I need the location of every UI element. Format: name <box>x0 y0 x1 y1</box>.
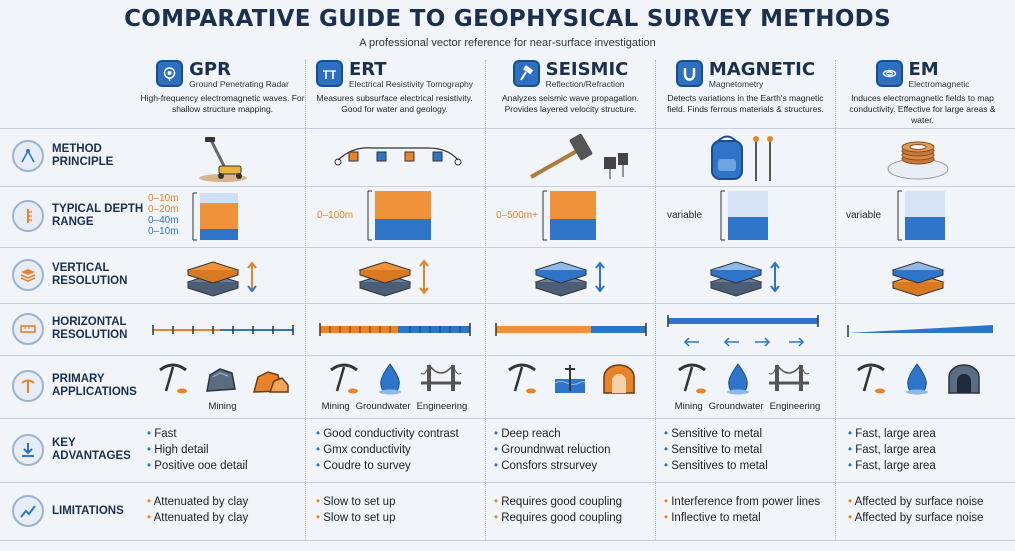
method-header-magnetic <box>663 60 828 115</box>
method-description: Detects variations in the Earth's magnetic field. Finds ferrous materials & structures. <box>667 93 824 114</box>
sledgehammer-icon <box>506 133 636 183</box>
list-item: • Coudre to survey <box>316 460 411 472</box>
hammer-icon <box>513 60 540 87</box>
layer-stack-icon <box>883 252 963 300</box>
applications-ert <box>312 358 477 398</box>
list-item: • Sensitive to metal <box>664 428 762 440</box>
seismic-depth-label: 0–500m+ <box>496 210 538 221</box>
row-divider <box>0 247 1015 248</box>
method-description: Analyzes seismic wave propagation. Provides layered velocity structure. <box>501 93 639 114</box>
col-divider <box>305 60 306 540</box>
principle-gpr <box>140 130 305 186</box>
applications-gpr <box>140 358 305 398</box>
applications-magnetic-labels: Mining Groundwater Engineering <box>674 401 821 412</box>
col-divider <box>485 60 486 540</box>
vertical-res-magnetic <box>663 249 828 303</box>
list-item: • Groundnwat reluction <box>494 444 611 456</box>
list-item: • Attenuated by clay <box>147 512 249 524</box>
magnet-icon <box>676 60 703 87</box>
method-header-gpr <box>140 60 305 115</box>
pickaxe-icon <box>12 370 44 402</box>
list-item: • Sensitives to metal <box>664 460 768 472</box>
em-depth-label: variable <box>846 210 882 221</box>
resolution-scale-bar <box>148 315 298 345</box>
resolution-scale-bar <box>491 315 651 345</box>
ore-rock-icon <box>252 365 290 395</box>
row-label-horizontal: HORIZONTAL RESOLUTION <box>12 313 146 345</box>
list-item: • Positive ooe detail <box>147 460 248 472</box>
method-name: SEISMIC <box>545 59 629 80</box>
electrode-icon <box>316 60 343 87</box>
resolution-scale-bar <box>663 308 823 352</box>
list-item: • Slow to set up <box>316 496 396 508</box>
method-description: Measures subsurface electrical resistivity. Good for water and geology. <box>316 93 473 114</box>
vertical-res-ert <box>312 249 477 303</box>
horizontal-res-seismic <box>488 305 653 355</box>
pickaxe-icon <box>327 361 361 395</box>
list-item: • Fast, large area <box>848 460 936 472</box>
limitations-ert <box>316 494 395 526</box>
applications-em <box>835 358 1000 398</box>
pickaxe-icon <box>505 361 539 395</box>
em-depth-bar <box>895 190 947 247</box>
resolution-scale-bar <box>838 315 998 345</box>
limitations-em <box>848 494 984 526</box>
list-item: • Requires good coupling <box>494 512 623 524</box>
list-item: • High detail <box>147 444 209 456</box>
list-item: • Fast <box>147 428 177 440</box>
water-drop-icon <box>723 361 753 395</box>
vertical-res-seismic <box>488 249 653 303</box>
list-item: • Requires good coupling <box>494 496 623 508</box>
trend-chart-icon <box>12 495 44 527</box>
tunnel-icon <box>601 363 637 395</box>
principle-seismic <box>488 130 653 186</box>
applications-ert-labels: Mining Groundwater Engineering <box>321 401 468 412</box>
list-item: • Slow to set up <box>316 512 396 524</box>
coil-icon <box>876 60 903 87</box>
method-full-name: Reflection/Refraction <box>545 79 625 89</box>
list-item: • Interference from power lines <box>664 496 821 508</box>
row-label-limitations: LIMITATIONS <box>12 495 146 527</box>
layer-stack-icon <box>701 252 791 300</box>
principle-em <box>835 130 1000 186</box>
list-item: • Consfors strsurvey <box>494 460 598 472</box>
electrode-array-icon <box>333 138 463 178</box>
row-label-vertical: VERTICAL RESOLUTION <box>12 259 146 291</box>
principle-magnetic <box>660 130 825 186</box>
layer-stack-icon <box>350 252 440 300</box>
ert-depth-bar <box>365 190 435 247</box>
limitations-magnetic <box>664 494 820 526</box>
magnetic-depth-bar <box>718 190 770 247</box>
method-full-name: Electromagnetic <box>908 79 970 89</box>
magnetic-depth-label: variable <box>667 210 703 221</box>
well-icon <box>553 361 587 395</box>
row-label-depth: TYPICAL DEPTH RANGE <box>12 200 146 232</box>
row-divider <box>0 418 1015 419</box>
list-item: • Sensitive to metal <box>664 444 762 456</box>
list-item: • Attenuated by clay <box>147 496 249 508</box>
list-item: • Fast, large area <box>848 444 936 456</box>
list-item: • Gmx conductivity <box>316 444 411 456</box>
row-divider <box>0 540 1015 541</box>
method-name: ERT <box>348 59 387 80</box>
advantages-em <box>848 426 936 474</box>
limitations-seismic <box>494 494 622 526</box>
list-item: • Affected by surface noise <box>848 496 984 508</box>
limitations-gpr <box>147 494 248 526</box>
layer-stack-icon <box>526 252 616 300</box>
pickaxe-icon <box>854 361 888 395</box>
pickaxe-icon <box>675 361 709 395</box>
row-divider <box>0 303 1015 304</box>
row-label-applications: PRIMARY APPLICATIONS <box>12 370 146 402</box>
vertical-res-em <box>840 249 1005 303</box>
row-label-principle: METHOD PRINCIPLE <box>12 140 146 172</box>
horizontal-res-magnetic <box>660 305 825 355</box>
row-divider <box>0 355 1015 356</box>
tunnel-icon <box>946 363 982 395</box>
page-subtitle: A professional vector reference for near-surface investigation <box>359 37 656 49</box>
bridge-icon <box>767 361 811 395</box>
page-title: COMPARATIVE GUIDE TO GEOPHYSICAL SURVEY METHODS <box>124 6 891 32</box>
gpr-cart-icon <box>193 132 253 184</box>
depth-ruler-icon <box>12 200 44 232</box>
method-full-name: Ground Penetrating Radar <box>189 79 289 89</box>
applications-gpr-label: Mining <box>208 401 237 412</box>
ore-rock-icon <box>204 365 238 395</box>
method-full-name: Electrical Resistivity Tomography <box>348 79 474 89</box>
list-item: • Deep reach <box>494 428 561 440</box>
resolution-scale-bar <box>315 315 475 345</box>
pickaxe-icon <box>156 361 190 395</box>
advantages-magnetic <box>664 426 768 474</box>
antenna-icon <box>12 140 44 172</box>
method-full-name: Magnetometry <box>708 79 764 89</box>
horizontal-res-gpr <box>140 305 305 355</box>
col-divider <box>655 60 656 540</box>
em-coil-icon <box>878 133 958 183</box>
magnetometer-backpack-icon <box>698 131 788 185</box>
radar-antenna-icon <box>156 60 183 87</box>
row-divider <box>0 186 1015 187</box>
row-label-advantages: KEY ADVANTAGES <box>12 434 146 466</box>
list-item: • Good conductivity contrast <box>316 428 459 440</box>
down-arrow-icon <box>12 434 44 466</box>
method-header-seismic <box>488 60 653 115</box>
method-description: Induces electromagnetic fields to map conductivity. Effective for large areas & water. <box>849 93 996 125</box>
applications-magnetic <box>660 358 825 398</box>
method-name: EM <box>908 59 939 80</box>
ert-depth-label: 0–100m <box>317 210 354 221</box>
row-divider <box>0 482 1015 483</box>
list-item: • Affected by surface noise <box>848 512 984 524</box>
gpr-depth-labels: 0–10m 0–20m 0–40m 0–10m <box>148 193 179 237</box>
horizontal-ruler-icon <box>12 313 44 345</box>
layers-icon <box>12 259 44 291</box>
horizontal-res-ert <box>312 305 477 355</box>
method-header-ert <box>312 60 477 115</box>
principle-ert <box>315 130 480 186</box>
bridge-icon <box>419 361 463 395</box>
advantages-seismic <box>494 426 611 474</box>
method-description: High-frequency electromagnetic waves. For shallow structure mapping. <box>140 93 305 114</box>
seismic-depth-bar <box>540 190 600 247</box>
list-item: • Fast, large area <box>848 428 936 440</box>
layer-stack-icon <box>178 252 268 300</box>
method-header-em <box>840 60 1005 126</box>
horizontal-res-em <box>835 305 1000 355</box>
water-drop-icon <box>902 361 932 395</box>
gpr-depth-bar <box>190 192 242 247</box>
advantages-gpr <box>147 426 248 474</box>
method-name: MAGNETIC <box>708 59 816 80</box>
advantages-ert <box>316 426 459 474</box>
applications-seismic <box>488 358 653 398</box>
list-item: • Inflective to metal <box>664 512 761 524</box>
vertical-res-gpr <box>140 249 305 303</box>
water-drop-icon <box>375 361 405 395</box>
row-divider <box>0 128 1015 129</box>
method-name: GPR <box>189 59 231 80</box>
